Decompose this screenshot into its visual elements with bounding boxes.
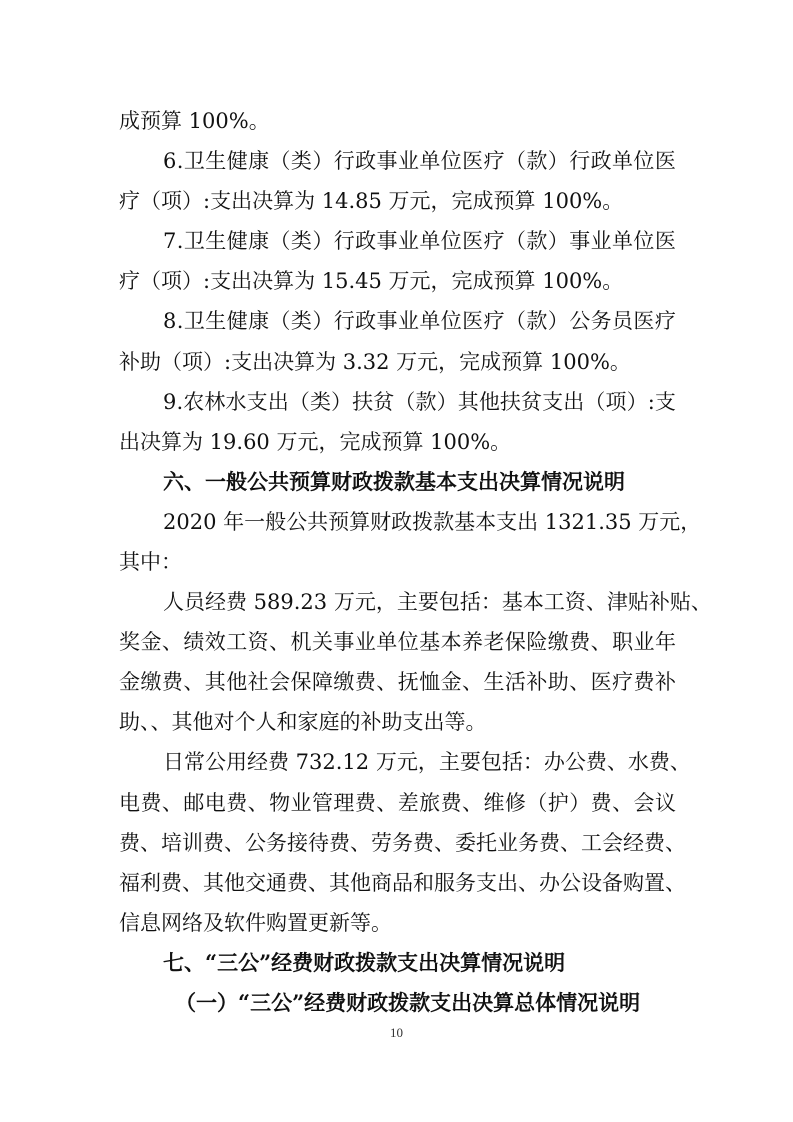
text-line: 信息网络及软件购置更新等。 — [119, 911, 392, 935]
text-line: 成预算 100%。 — [119, 109, 270, 133]
text-line: 疗（项）:支出决算为 15.45 万元，完成预算 100%。 — [119, 269, 624, 293]
text-line: 疗（项）:支出决算为 14.85 万元，完成预算 100%。 — [119, 189, 624, 213]
text-line: 费 、 培 训 费 、 公 务 接 待 费 、 劳 务 费 、 委 托 业 务 费 、 工 会 经 费 、 — [119, 831, 686, 855]
text-line: 福 利 费 、 其 他 交 通 费 、 其 他 商 品 和 服 务 支 出 、 办 公 设 备 购 置 、 — [119, 871, 686, 895]
text-line: 人员经费 589.23 万元，主要包括：基本工资、津贴补贴、 — [163, 590, 712, 614]
text-line: 其中： — [119, 550, 182, 574]
text-line: 日常公用经费 732.12 万元，主要包括：办公费、水费、 — [163, 750, 691, 774]
page-number: 10 — [390, 1025, 403, 1040]
text-line: 8 . 卫 生 健 康 （ 类 ） 行 政 事 业 单 位 医 疗 （ 款 ） 公 务 员 医 疗 — [163, 309, 676, 333]
section-heading: 七、“三公”经费财政拨款支出决算情况说明 — [163, 950, 566, 975]
text-line: 6 . 卫 生 健 康 （ 类 ） 行 政 事 业 单 位 医 疗 （ 款 ） 行 政 单 位 医 — [163, 149, 676, 173]
text-line: 助、、其他对个人和家庭的补助支出等。 — [119, 710, 487, 734]
section-heading: （一）“三公”经费财政拨款支出决算总体情况说明 — [175, 990, 641, 1015]
section-heading: 六、一般公共预算财政拨款基本支出决算情况说明 — [163, 469, 625, 494]
text-line: 奖 金 、 绩 效 工 资 、 机 关 事 业 单 位 基 本 养 老 保 险 缴 费 、 职 业 年 — [119, 630, 676, 654]
text-line: 2020 年一般公共预算财政拨款基本支出 1321.35 万元， — [163, 510, 702, 534]
text-line: 补助（项）:支出决算为 3.32 万元，完成预算 100%。 — [119, 350, 631, 374]
text-line: 7 . 卫 生 健 康 （ 类 ） 行 政 事 业 单 位 医 疗 （ 款 ） 事 业 单 位 医 — [163, 229, 676, 253]
text-line: 9 . 农 林 水 支 出 （ 类 ） 扶 贫 （ 款 ） 其 他 扶 贫 支 出 （ 项 ） : 支 — [163, 390, 676, 414]
text-line: 电 费 、 邮 电 费 、 物 业 管 理 费 、 差 旅 费 、 维 修 （ 护 ） 费 、 会 议 — [119, 791, 676, 815]
text-line: 出决算为 19.60 万元，完成预算 100%。 — [119, 430, 512, 454]
text-line: 金 缴 费 、 其 他 社 会 保 障 缴 费 、 抚 恤 金 、 生 活 补 助 、 医 疗 费 补 — [119, 670, 676, 694]
